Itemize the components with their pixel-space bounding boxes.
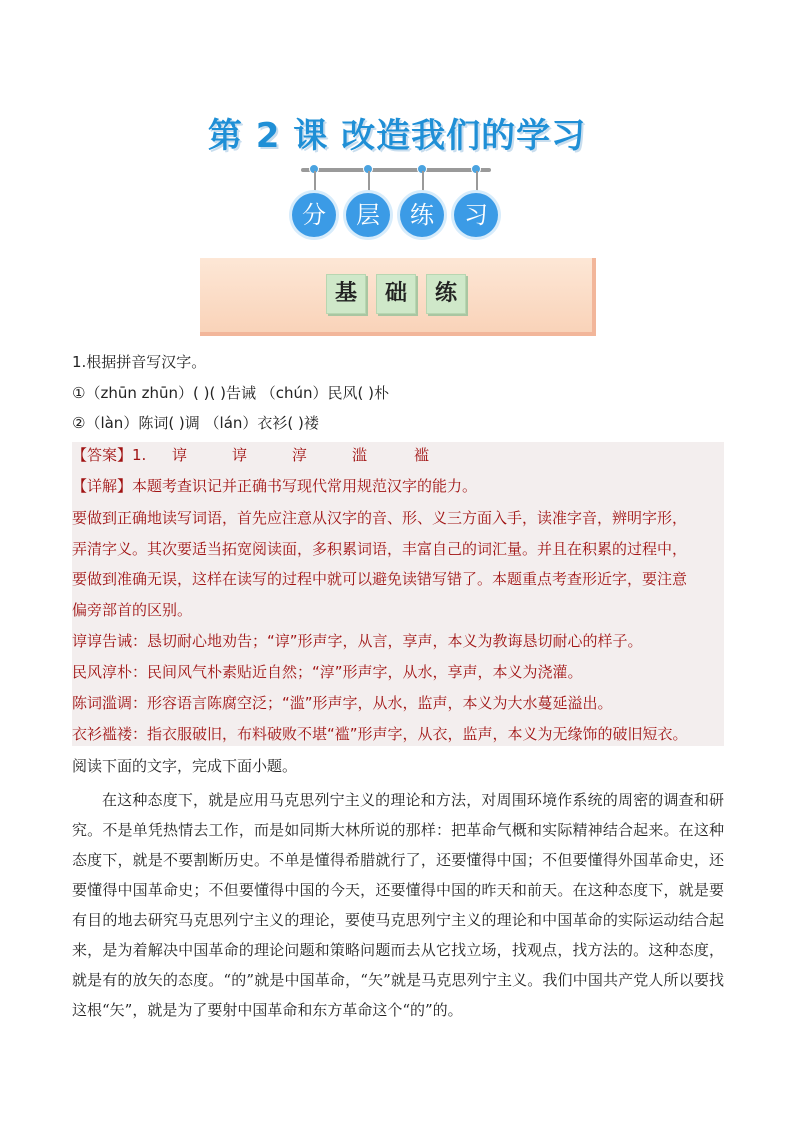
detail-line: 谆谆告诫：恳切耐心地劝告；“谆”形声字，从言，享声，本义为教诲恳切耐心的样子。: [72, 632, 643, 650]
badge-ceng: 层: [346, 193, 390, 237]
detail-line: 衣衫褴褛：指衣服破旧，布料破败不堪“褴”形声字，从衣，监声，本义为无缘饰的破旧短衣。: [72, 725, 688, 743]
badge-fen: 分: [292, 193, 336, 237]
badge-stem: [368, 171, 370, 193]
question-stem: 1.根据拼音写汉字。: [72, 353, 207, 371]
badge-stem: [314, 171, 316, 193]
banner-tile-ji: 基: [326, 274, 366, 314]
detail-line: 要做到准确无误，这样在读写的过程中就可以避免读错写错了。本题重点考查形近字，要注意: [72, 570, 688, 588]
reading-prompt: 阅读下面的文字，完成下面小题。: [72, 757, 298, 775]
detail-line: 民风淳朴：民间风气朴素贴近自然；“淳”形声字，从水，享声，本义为浇灌。: [72, 663, 583, 681]
answer-char: 褴: [414, 446, 430, 464]
badge-lian: 练: [400, 193, 444, 237]
detail-line: 要做到正确地读写词语，首先应注意从汉字的音、形、义三方面入手，读准字音，辨明字形，: [72, 509, 688, 527]
badge-xi: 习: [454, 193, 498, 237]
detail-line: 陈词滥调：形容语言陈腐空泛；“滥”形声字，从水，监声，本义为大水蔓延溢出。: [72, 694, 613, 712]
banner-tile-lian: 练: [426, 274, 466, 314]
lesson-title: 第 2 课 改造我们的学习: [207, 116, 587, 156]
detail-line: 弄清字义。其次要适当拓宽阅读面，多积累词语，丰富自己的词汇量。并且在积累的过程中，: [72, 540, 688, 558]
badge-stem: [422, 171, 424, 193]
badge-stem: [476, 171, 478, 193]
answer-line: [72, 445, 429, 465]
detail-line: 偏旁部首的区别。: [72, 601, 193, 619]
question-row-1: ①（zhūn zhūn）( )( )告诫 （chún）民风( )朴: [72, 384, 389, 402]
section-badges: [290, 193, 504, 239]
answer-char: 谆: [172, 446, 188, 464]
answer-number: 1.: [132, 446, 147, 464]
title-rail: [301, 168, 491, 172]
answer-label: 【答案】: [72, 446, 133, 464]
banner-tile-chu: 础: [376, 274, 416, 314]
reading-text: 在这种态度下，就是应用马克思列宁主义的理论和方法，对周围环境作系统的周密的调查和研究。不是单凭热情去工作，而是如同斯大林所说的那样：把革命气概和实际精神结合起来。在这种态度下，就是不要割断历史。不单是懂得希腊就行了，还要懂得中国；不但要懂得外国革命史，还要懂得中国革命史；不但要懂得中国的今天，还要懂得中国的昨天和前天。在这种态度下，就是要有目的地去研究马克思列宁主义的理论，要使马克思列宁主义的理论和中国革命的实际运动结合起来，是为着解决中国革命的理论问题和策略问题而去从它找立场，找观点，找方法的。这种态度，就是有的放矢的态度。“的”就是中国革命，“矢”就是马克思列宁主义。我们中国共产党人所以要找这根“矢”，就是为了要射中国革命和东方革命这个“的”的。: [72, 791, 724, 1019]
detail-lead: [72, 476, 477, 496]
answer-char: 滥: [352, 446, 368, 464]
reading-passage: [72, 785, 724, 1025]
question-row-2: ②（làn）陈词( )调 （lán）衣衫( )褛: [72, 414, 319, 432]
answer-char: 淳: [292, 446, 308, 464]
detail-lead-text: 本题考查识记并正确书写现代常用规范汉字的能力。: [132, 477, 478, 495]
answer-char: 谆: [232, 446, 248, 464]
detail-label: 【详解】: [72, 477, 133, 495]
level-banner: [200, 258, 596, 336]
